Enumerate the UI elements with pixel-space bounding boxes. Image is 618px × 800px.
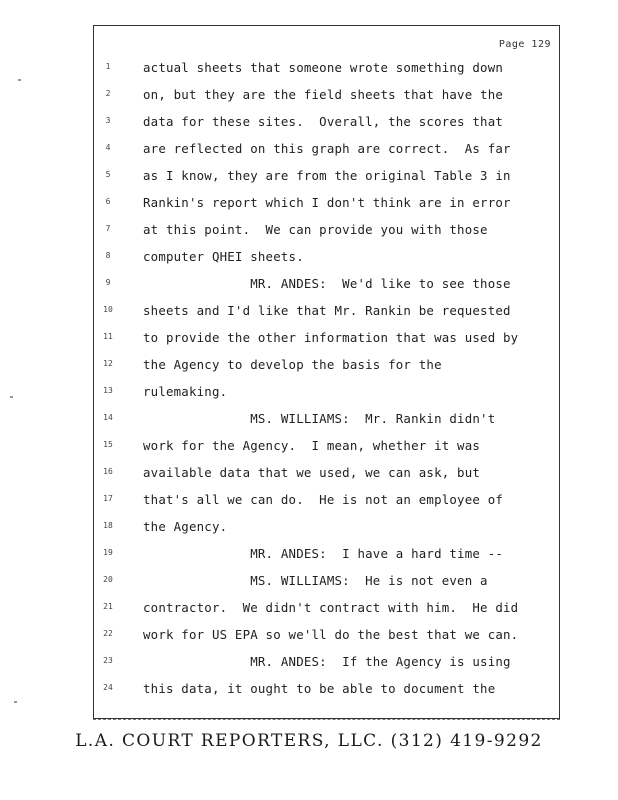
line-number: 13 — [103, 386, 113, 395]
line-number: 7 — [105, 224, 111, 233]
line-text: Rankin's report which I don't think are in error — [143, 195, 511, 210]
line-number: 4 — [105, 143, 111, 152]
transcript-lines — [94, 60, 559, 716]
line-text: sheets and I'd like that Mr. Rankin be requested — [143, 303, 511, 318]
line-text: contractor. We didn't contract with him. He did — [143, 600, 519, 615]
line-text: as I know, they are from the original Table 3 in — [143, 168, 511, 183]
line-number: 17 — [103, 494, 113, 503]
line-text: available data that we used, we can ask, but — [143, 465, 481, 480]
line-number: 21 — [103, 602, 113, 611]
line-number: 3 — [105, 116, 111, 125]
line-number: 5 — [105, 170, 111, 179]
line-text: to provide the other information that was used by — [143, 330, 519, 345]
line-text: the Agency. — [143, 519, 228, 534]
line-text: this data, it ought to be able to document the — [143, 681, 496, 696]
line-text: MR. ANDES: We'd like to see those — [143, 276, 511, 291]
line-text: work for US EPA so we'll do the best that we can. — [143, 627, 519, 642]
line-text: are reflected on this graph are correct. As far — [143, 141, 511, 156]
scan-speck — [10, 396, 13, 398]
line-number: 18 — [103, 521, 113, 530]
line-text: that's all we can do. He is not an employee of — [143, 492, 504, 507]
line-text: rulemaking. — [143, 384, 228, 399]
line-number: 19 — [103, 548, 113, 557]
footer-divider — [93, 719, 560, 720]
transcript-line — [94, 681, 559, 716]
line-number: 16 — [103, 467, 113, 476]
page-number: Page 129 — [498, 39, 551, 50]
line-text: at this point. We can provide you with those — [143, 222, 488, 237]
scan-speck — [18, 79, 21, 81]
line-number: 11 — [103, 332, 113, 341]
line-number: 1 — [105, 62, 111, 71]
line-text: MR. ANDES: I have a hard time -- — [143, 546, 504, 561]
transcript-page — [93, 25, 560, 719]
line-number: 8 — [105, 251, 111, 260]
line-number: 12 — [103, 359, 113, 368]
line-number: 20 — [103, 575, 113, 584]
line-text: the Agency to develop the basis for the — [143, 357, 442, 372]
line-number: 24 — [103, 683, 113, 692]
line-number: 9 — [105, 278, 111, 287]
line-text: computer QHEI sheets. — [143, 249, 304, 264]
line-number: 2 — [105, 89, 111, 98]
line-number: 14 — [103, 413, 113, 422]
court-reporter-footer: L.A. COURT REPORTERS, LLC. (312) 419-9292 — [75, 731, 543, 751]
line-number: 22 — [103, 629, 113, 638]
line-text: data for these sites. Overall, the scores that — [143, 114, 504, 129]
line-number: 6 — [105, 197, 111, 206]
scan-speck — [14, 701, 17, 703]
line-text: actual sheets that someone wrote something down — [143, 60, 504, 75]
line-number: 23 — [103, 656, 113, 665]
line-number: 15 — [103, 440, 113, 449]
line-text: MR. ANDES: If the Agency is using — [143, 654, 511, 669]
line-text: on, but they are the field sheets that have the — [143, 87, 504, 102]
line-text: MS. WILLIAMS: He is not even a — [143, 573, 488, 588]
line-text: MS. WILLIAMS: Mr. Rankin didn't — [143, 411, 496, 426]
line-number: 10 — [103, 305, 113, 314]
line-text: work for the Agency. I mean, whether it was — [143, 438, 481, 453]
